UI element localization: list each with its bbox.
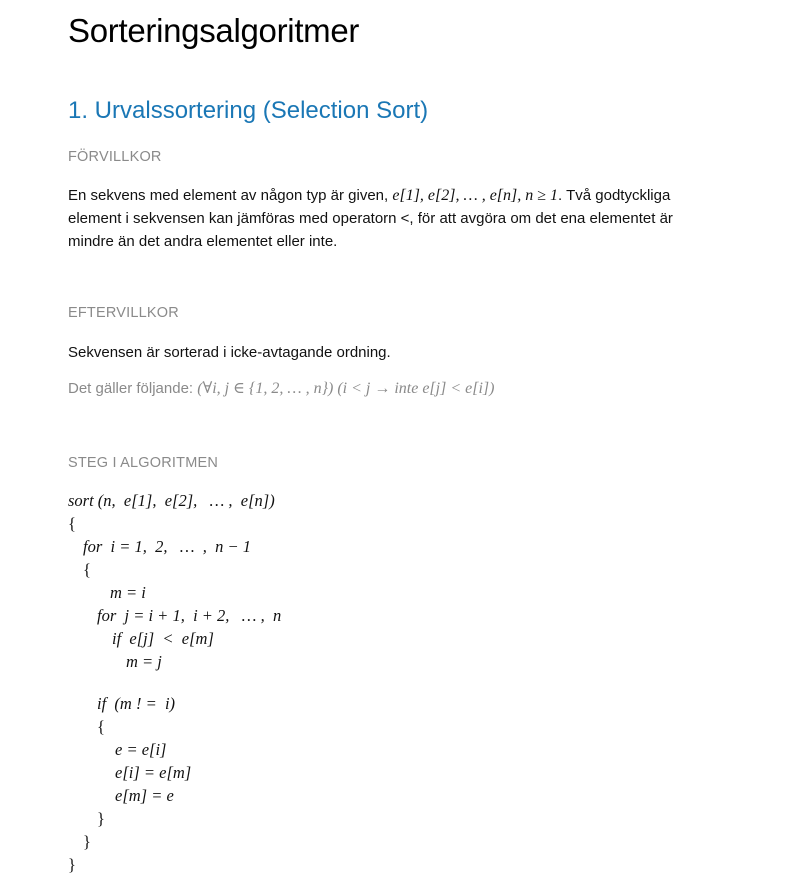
preconditions-text-b: . Två godtyckliga	[558, 187, 671, 204]
code-line: for j = i + 1, i + 2, … , n	[97, 606, 282, 625]
code-line: {	[68, 514, 76, 533]
postconditions-sentence: Sekvensen är sorterad i icke-avtagande ordning.	[68, 344, 391, 361]
document-title: Sorteringsalgoritmer	[68, 12, 360, 49]
code-line: e[m] = e	[115, 786, 174, 805]
steps-label: STEG I ALGORITMEN	[68, 455, 219, 471]
preconditions-label: FÖRVILLKOR	[68, 149, 162, 165]
code-line: if e[j] < e[m]	[112, 629, 214, 648]
preconditions-math: e[1], e[2], … , e[n], n ≥ 1	[392, 187, 559, 204]
code-line: if (m ! = i)	[97, 694, 176, 713]
preconditions-text-a: En sekvens med element av någon typ är given,	[68, 187, 393, 204]
code-line: {	[83, 560, 91, 579]
preconditions-line-1	[68, 184, 758, 207]
document-page	[68, 0, 768, 888]
code-line: m = i	[110, 583, 146, 602]
postconditions-holds-text: Det gäller följande:	[68, 380, 198, 397]
code-line: }	[97, 809, 105, 828]
code-line: }	[83, 832, 91, 851]
postconditions-label: EFTERVILLKOR	[68, 305, 179, 321]
code-line: sort (n, e[1], e[2], … , e[n])	[68, 491, 275, 510]
code-line: }	[68, 855, 76, 874]
code-line: e[i] = e[m]	[115, 763, 192, 782]
code-line: for i = 1, 2, … , n − 1	[83, 537, 252, 556]
section-heading: 1. Urvalssortering (Selection Sort)	[68, 97, 429, 124]
code-line: e = e[i]	[115, 740, 167, 759]
preconditions-paragraph	[68, 184, 758, 253]
code-line: {	[97, 717, 105, 736]
postconditions-holds-math: (∀i, j ∈ {1, 2, … , n}) (i < j → inte e[j] < e[i])	[197, 380, 495, 397]
preconditions-line-2: element i sekvensen kan jämföras med operatorn <, för att avgöra om det ena elementet är	[68, 210, 673, 227]
postconditions-holds	[68, 377, 758, 400]
code-line: m = j	[126, 652, 162, 671]
preconditions-line-3: mindre än det andra elementet eller inte.	[68, 233, 338, 250]
